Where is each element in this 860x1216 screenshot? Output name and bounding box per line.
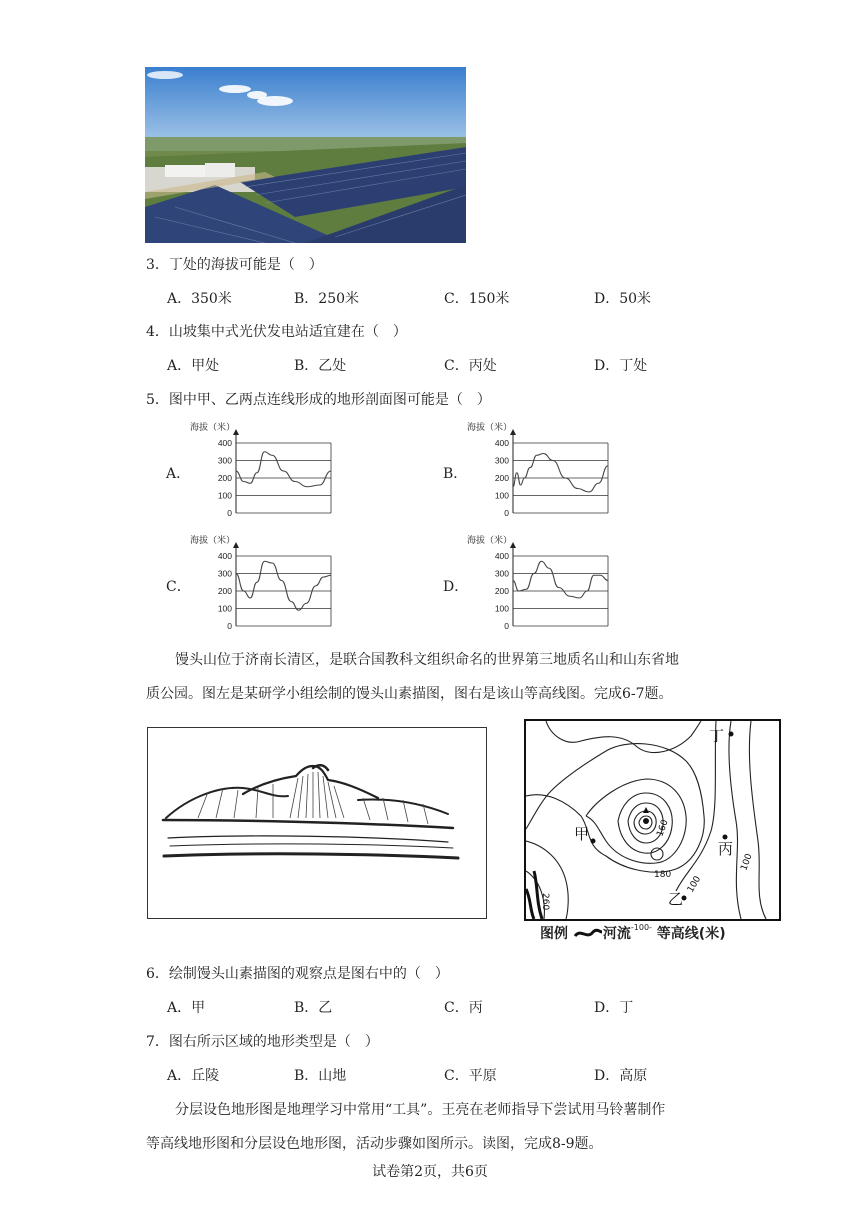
passage-8-9-line1: 分层设色地形图是地理学习中常用“工具”。王亮在老师指导下尝试用马铃薯制作 xyxy=(175,1102,666,1118)
y-tick-label: 0 xyxy=(504,621,509,631)
profile-line xyxy=(513,454,608,493)
chart-b-label[interactable]: B． xyxy=(443,466,468,482)
y-tick-label: 300 xyxy=(494,455,509,466)
y-tick-label: 200 xyxy=(217,586,232,596)
q6-option-b[interactable]: B．乙 xyxy=(294,1000,333,1016)
legend-river: 河流 xyxy=(602,926,631,942)
y-axis-label: 海拔（米） xyxy=(190,422,236,432)
profile-chart-b xyxy=(463,418,613,520)
profile-chart-c xyxy=(186,531,336,633)
y-tick-label: 100 xyxy=(217,603,232,614)
y-tick-label: 200 xyxy=(217,473,232,483)
map-legend xyxy=(540,923,726,943)
legend-contour: 等高线(米) xyxy=(656,926,726,942)
q3-option-c[interactable]: C．150米 xyxy=(444,291,510,307)
profile-line xyxy=(236,561,331,610)
y-axis-label: 海拔（米） xyxy=(467,535,513,545)
y-tick-label: 100 xyxy=(217,490,232,501)
q4-option-d[interactable]: D．丁处 xyxy=(594,358,648,374)
topo-label-yi: 乙 xyxy=(668,890,684,908)
q3-option-d[interactable]: D．50米 xyxy=(594,291,652,307)
y-tick-label: 0 xyxy=(227,508,232,518)
q6-option-d[interactable]: D．丁 xyxy=(594,1000,634,1016)
profile-line xyxy=(513,561,608,598)
y-tick-label: 400 xyxy=(217,551,232,561)
y-axis-label: 海拔（米） xyxy=(467,422,513,432)
q7-option-c[interactable]: C．平原 xyxy=(444,1068,497,1084)
y-tick-label: 400 xyxy=(494,551,509,561)
question-3-stem: 3．丁处的海拔可能是（ ） xyxy=(146,257,323,273)
q3-option-b[interactable]: B．250米 xyxy=(294,291,360,307)
topo-label-ding: 丁 xyxy=(709,727,725,745)
profile-line xyxy=(236,452,331,487)
y-tick-label: 200 xyxy=(494,586,509,596)
question-4-stem: 4．山坡集中式光伏发电站适宜建在（ ） xyxy=(146,324,407,340)
q7-option-a[interactable]: A．丘陵 xyxy=(167,1068,220,1084)
passage-8-9-line2: 等高线地形图和分层设色地形图，活动步骤如图所示。读图，完成8-9题。 xyxy=(146,1136,603,1152)
solar-farm-photo xyxy=(145,67,466,243)
contour-label-100b: 100 xyxy=(739,852,755,873)
y-axis-label: 海拔（米） xyxy=(190,535,236,545)
question-6-stem: 6．绘制馒头山素描图的观察点是图右中的（ ） xyxy=(146,966,449,982)
chart-a-label[interactable]: A． xyxy=(166,466,191,482)
topo-label-bing: 丙 xyxy=(718,840,734,858)
legend-contour-sample: -100- xyxy=(630,923,652,932)
chart-d-label[interactable]: D． xyxy=(443,579,469,595)
y-tick-label: 100 xyxy=(494,490,509,501)
q6-option-a[interactable]: A．甲 xyxy=(167,1000,206,1016)
y-tick-label: 0 xyxy=(227,621,232,631)
contour-label-260: 260 xyxy=(540,893,550,911)
y-tick-label: 300 xyxy=(217,455,232,466)
q7-option-d[interactable]: D．高原 xyxy=(594,1068,648,1084)
contour-label-180: 180 xyxy=(654,870,672,880)
river-symbol-icon xyxy=(573,928,603,940)
topo-label-jia: 甲 xyxy=(574,825,590,843)
y-tick-label: 300 xyxy=(217,568,232,579)
question-7-stem: 7．图右所示区域的地形类型是（ ） xyxy=(146,1034,379,1050)
q4-option-a[interactable]: A．甲处 xyxy=(167,358,220,374)
y-tick-label: 100 xyxy=(494,603,509,614)
y-tick-label: 400 xyxy=(494,438,509,448)
legend-title: 图例 xyxy=(540,926,568,942)
profile-chart-a xyxy=(186,418,336,520)
y-tick-label: 300 xyxy=(494,568,509,579)
q3-option-a[interactable]: A．350米 xyxy=(167,291,232,307)
contour-map xyxy=(524,719,781,921)
q4-option-b[interactable]: B．乙处 xyxy=(294,358,347,374)
question-5-stem: 5．图中甲、乙两点连线形成的地形剖面图可能是（ ） xyxy=(146,392,491,408)
y-tick-label: 200 xyxy=(494,473,509,483)
passage-6-7-line1: 馒头山位于济南长清区，是联合国教科文组织命名的世界第三地质名山和山东省地 xyxy=(175,652,679,668)
q6-option-c[interactable]: C．丙 xyxy=(444,1000,483,1016)
q4-option-c[interactable]: C．丙处 xyxy=(444,358,497,374)
contour-label-100a: 100 xyxy=(685,874,704,895)
q7-option-b[interactable]: B．山地 xyxy=(294,1068,347,1084)
contour-label-160: 160 xyxy=(655,818,671,839)
y-tick-label: 400 xyxy=(217,438,232,448)
page-footer: 试卷第2页，共6页 xyxy=(372,1164,488,1180)
passage-6-7-line2: 质公园。图左是某研学小组绘制的馒头山素描图，图右是该山等高线图。完成6-7题。 xyxy=(146,686,673,702)
y-tick-label: 0 xyxy=(504,508,509,518)
profile-chart-d xyxy=(463,531,613,633)
chart-c-label[interactable]: C． xyxy=(166,579,191,595)
mantou-mountain-sketch xyxy=(147,727,487,919)
